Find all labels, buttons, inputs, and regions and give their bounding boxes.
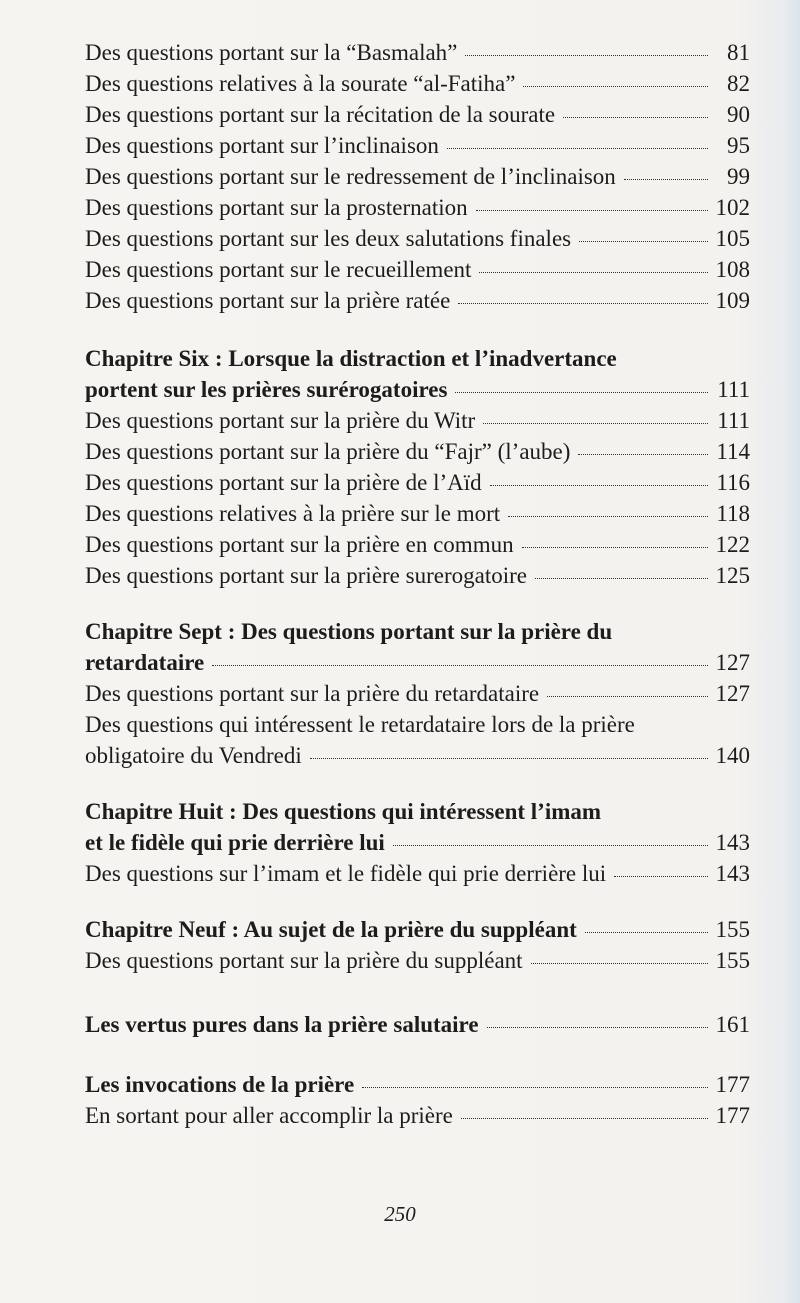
- dot-leader: [579, 241, 708, 242]
- entry-page: 109: [715, 288, 750, 313]
- chapter-heading-tail: [85, 1009, 750, 1040]
- toc-entry: [85, 99, 750, 130]
- entry-page: 177: [715, 1072, 750, 1097]
- dot-leader: [563, 117, 708, 118]
- toc-entry: [85, 678, 750, 709]
- entry-page: 127: [715, 681, 750, 706]
- toc-section: [85, 1069, 750, 1131]
- entry-page: 118: [716, 501, 750, 526]
- entry-title: Des questions portant sur la prière du Witr: [85, 408, 476, 433]
- entry-page: 127: [715, 650, 750, 675]
- dot-leader: [362, 1087, 708, 1088]
- toc-entry: [85, 130, 750, 161]
- toc-entry: [85, 405, 750, 436]
- dot-leader: [585, 932, 708, 933]
- entry-page: 102: [715, 195, 750, 220]
- entry-title: Des questions relatives à la sourate “al-Fatiha”: [85, 71, 516, 96]
- dot-leader: [487, 1027, 708, 1028]
- entry-page: 125: [715, 563, 750, 588]
- toc-entry: [85, 254, 750, 285]
- entry-title: Les invocations de la prière: [85, 1072, 355, 1097]
- toc-entry: [85, 285, 750, 316]
- dot-leader: [547, 696, 708, 697]
- entry-page: 81: [727, 40, 750, 65]
- dot-leader: [578, 454, 708, 455]
- toc-entry: [85, 560, 750, 591]
- dot-leader: [212, 665, 708, 666]
- entry-page: 116: [716, 470, 750, 495]
- toc-entry: [85, 161, 750, 192]
- entry-title: et le fidèle qui prie derrière lui: [85, 830, 385, 855]
- entry-title: Des questions sur l’imam et le fidèle qui prie derrière lui: [85, 861, 607, 886]
- toc-entry: [85, 68, 750, 99]
- entry-title: Des questions portant sur la prière du suppléant: [85, 948, 523, 973]
- dot-leader: [523, 86, 708, 87]
- entry-page: 90: [727, 102, 750, 127]
- toc-entry: [85, 1100, 750, 1131]
- toc-entry: [85, 945, 750, 976]
- entry-page: 143: [715, 861, 750, 886]
- entry-page: 99: [727, 164, 750, 189]
- entry-page: 108: [715, 257, 750, 282]
- toc-section: [85, 343, 750, 591]
- dot-leader: [458, 303, 708, 304]
- entry-title: Des questions portant sur l’inclinaison: [85, 133, 439, 158]
- toc-section: [85, 796, 750, 889]
- toc-section: [85, 616, 750, 771]
- entry-page: 82: [727, 71, 750, 96]
- dot-leader: [535, 578, 708, 579]
- toc-entry: [85, 436, 750, 467]
- toc-section: [85, 914, 750, 976]
- entry-title: Des questions portant sur la récitation de la sourate: [85, 102, 556, 127]
- toc-entry: [85, 498, 750, 529]
- entry-page: 114: [716, 439, 750, 464]
- entry-title-first-line: Des questions qui intéressent le retardataire lors de la prière: [85, 712, 635, 737]
- dot-leader: [447, 148, 708, 149]
- entry-page: 105: [715, 226, 750, 251]
- entry-page: 155: [715, 917, 750, 942]
- chapter-heading-tail: [85, 914, 750, 945]
- dot-leader: [522, 547, 708, 548]
- toc-entry: [85, 740, 750, 771]
- toc-section: [85, 37, 750, 316]
- dot-leader: [483, 423, 708, 424]
- entry-page: 143: [715, 830, 750, 855]
- dot-leader: [614, 876, 708, 877]
- toc-entry: [85, 192, 750, 223]
- entry-title: Des questions portant sur la prière ratée: [85, 288, 451, 313]
- entry-page: 122: [715, 532, 750, 557]
- entry-title: Des questions portant sur la prosternation: [85, 195, 468, 220]
- entry-title: Des questions portant sur la prière de l’Aïd: [85, 470, 482, 495]
- entry-title: Chapitre Neuf : Au sujet de la prière du suppléant: [85, 917, 577, 942]
- entry-page: 95: [727, 133, 750, 158]
- chapter-heading-tail: [85, 374, 750, 405]
- entry-title: Des questions portant sur la prière du retardataire: [85, 681, 540, 706]
- chapter-heading-tail: [85, 647, 750, 678]
- toc-entry: [85, 858, 750, 889]
- dot-leader: [490, 485, 708, 486]
- chapter-heading-tail: [85, 827, 750, 858]
- entry-title: Des questions portant sur le redressement de l’inclinaison: [85, 164, 616, 189]
- dot-leader: [508, 516, 708, 517]
- entry-page: 177: [715, 1103, 750, 1128]
- entry-title: Des questions portant sur la prière surerogatoire: [85, 563, 527, 588]
- toc-entry: [85, 467, 750, 498]
- page-number: 250: [384, 1202, 416, 1226]
- chapter-heading: Chapitre Sept : Des questions portant sur la prière du: [85, 619, 613, 644]
- entry-title: portent sur les prières surérogatoires: [85, 377, 448, 402]
- dot-leader: [393, 845, 708, 846]
- toc-section: [85, 1009, 750, 1040]
- chapter-heading-tail: [85, 1069, 750, 1100]
- entry-page: 111: [717, 377, 750, 402]
- dot-leader: [624, 179, 708, 180]
- chapter-heading: Chapitre Six : Lorsque la distraction et l’inadvertance: [85, 346, 617, 371]
- entry-title: obligatoire du Vendredi: [85, 743, 302, 768]
- table-of-contents: [85, 37, 750, 1131]
- dot-leader: [455, 392, 708, 393]
- entry-page: 161: [715, 1012, 750, 1037]
- entry-title: retardataire: [85, 650, 205, 675]
- entry-title: En sortant pour aller accomplir la prière: [85, 1103, 453, 1128]
- dot-leader: [461, 1118, 708, 1119]
- dot-leader: [310, 758, 708, 759]
- entry-title: Des questions relatives à la prière sur le mort: [85, 501, 501, 526]
- entry-title: Des questions portant sur la prière en commun: [85, 532, 514, 557]
- entry-title: Les vertus pures dans la prière salutaire: [85, 1012, 479, 1037]
- dot-leader: [531, 963, 708, 964]
- chapter-heading: Chapitre Huit : Des questions qui intéressent l’imam: [85, 799, 602, 824]
- dot-leader: [465, 55, 708, 56]
- toc-entry: [85, 529, 750, 560]
- entry-title: Des questions portant sur le recueillement: [85, 257, 472, 282]
- dot-leader: [479, 272, 708, 273]
- entry-title: Des questions portant sur la prière du “Fajr” (l’aube): [85, 439, 571, 464]
- entry-title: Des questions portant sur la “Basmalah”: [85, 40, 458, 65]
- entry-page: 111: [717, 408, 750, 433]
- entry-page: 155: [715, 948, 750, 973]
- toc-entry: [85, 37, 750, 68]
- entry-title: Des questions portant sur les deux salutations finales: [85, 226, 572, 251]
- entry-page: 140: [715, 743, 750, 768]
- dot-leader: [476, 210, 708, 211]
- toc-entry: [85, 223, 750, 254]
